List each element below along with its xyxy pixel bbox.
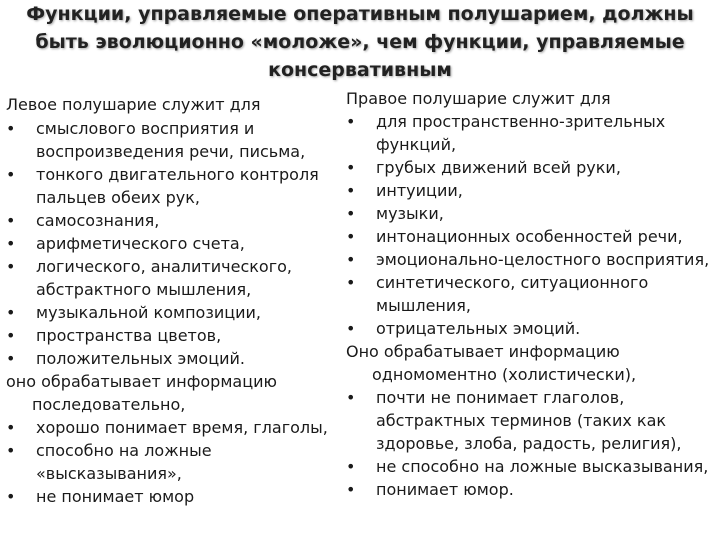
list-item: • логического, аналитического, абстрактного мышления, xyxy=(6,255,306,301)
left-function-list-2 xyxy=(6,416,346,508)
list-item: • хорошо понимает время, глаголы, xyxy=(6,416,346,439)
list-item: • эмоционально-целостного восприятия, xyxy=(346,248,716,271)
list-item: • музыки, xyxy=(346,202,716,225)
list-item: • для пространственно-зрительных функций, xyxy=(346,110,681,156)
list-item: • не понимает юмор xyxy=(6,485,346,508)
title-line-3: консервативным xyxy=(268,59,452,81)
list-item: • отрицательных эмоций. xyxy=(346,317,716,340)
slide-title xyxy=(0,0,720,84)
list-item: • почти не понимает глаголов, абстрактных терминов (таких как здоровье, злоба, радость, религия), xyxy=(346,386,706,455)
title-line-1: Функции, управляемые оперативным полушарием, должны xyxy=(26,3,694,25)
list-item: • пространства цветов, xyxy=(6,324,346,347)
left-heading: Левое полушарие служит для xyxy=(6,95,261,114)
left-function-list xyxy=(6,117,346,370)
list-item: • музыкальной композиции, xyxy=(6,301,346,324)
list-item: • интонационных особенностей речи, xyxy=(346,225,716,248)
list-item: • самосознания, xyxy=(6,209,346,232)
left-hemisphere-column xyxy=(6,93,346,508)
right-info-text: Оно обрабатывает информацию одномоментно (холистически), xyxy=(346,342,637,384)
right-function-list-2 xyxy=(346,386,716,501)
list-item: • понимает юмор. xyxy=(346,478,716,501)
list-item: • не способно на ложные высказывания, xyxy=(346,455,716,478)
right-function-list xyxy=(346,110,716,340)
list-item: • арифметического счета, xyxy=(6,232,346,255)
list-item: • синтетического, ситуационного мышления, xyxy=(346,271,656,317)
right-hemisphere-column xyxy=(346,87,716,501)
list-item: • тонкого двигательного контроля пальцев обеих рук, xyxy=(6,163,346,209)
title-line-2: быть эволюционно «моложе», чем функции, управляемые xyxy=(35,31,685,53)
list-item: • грубых движений всей руки, xyxy=(346,156,716,179)
right-heading: Правое полушарие служит для xyxy=(346,89,611,108)
list-item: • положительных эмоций. xyxy=(6,347,346,370)
left-info-text: оно обрабатывает информацию последовательно, xyxy=(6,372,277,414)
list-item: • интуиции, xyxy=(346,179,716,202)
list-item: • способно на ложные «высказывания», xyxy=(6,439,226,485)
list-item: • смыслового восприятия и воспроизведения речи, письма, xyxy=(6,117,321,163)
